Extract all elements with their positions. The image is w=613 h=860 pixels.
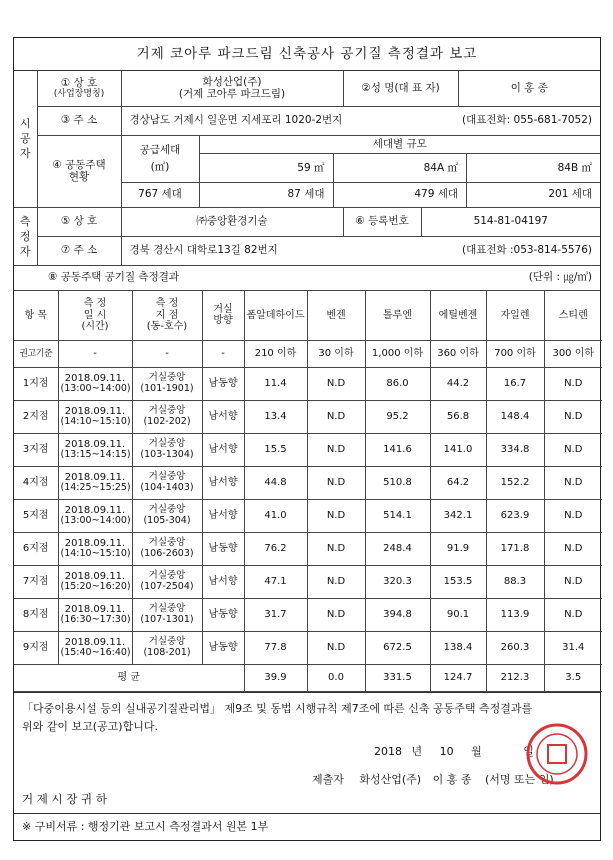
- point-cell: 4지점: [14, 467, 58, 500]
- column-header: 스티렌: [544, 291, 602, 341]
- datetime-cell: [58, 368, 132, 401]
- standard-cell: 210 이하: [244, 341, 307, 368]
- average-cell: 39.9: [244, 665, 307, 692]
- column-header: 거실 방향: [202, 291, 244, 341]
- value-cell: 76.2: [244, 533, 307, 566]
- location-cell: [132, 632, 202, 665]
- value-cell: N.D: [307, 434, 365, 467]
- standard-label: 권고기준: [14, 341, 58, 368]
- datetime-cell: [58, 533, 132, 566]
- size-59: 59 ㎡: [200, 154, 334, 182]
- location-unit: (104-1403): [140, 482, 194, 493]
- point-cell: 1지점: [14, 368, 58, 401]
- value-cell: 672.5: [365, 632, 430, 665]
- statement-line1: 「다중이용시설 등의 실내공기질관리법」 제9조 및 동법 시행규칙 제7조에 따른 신축 공동주택 측정결과를: [22, 702, 533, 715]
- value-cell: 47.1: [244, 566, 307, 599]
- addressee: 거 제 시 장 귀 하: [22, 792, 107, 806]
- company-label-cell: [37, 71, 121, 106]
- direction-cell: 남동향: [202, 368, 244, 401]
- value-cell: 86.0: [365, 368, 430, 401]
- point-cell: 8지점: [14, 599, 58, 632]
- location-cell: [132, 500, 202, 533]
- measure-date: 2018.09.11.: [64, 405, 126, 417]
- submitter-company: 화성산업(주): [359, 773, 422, 786]
- direction-cell: 남서향: [202, 566, 244, 599]
- applicant-group-text: 시 공 자: [19, 117, 31, 161]
- direction-cell: 남동향: [202, 533, 244, 566]
- rep-label: ②성 명(대 표 자): [343, 71, 458, 106]
- measurer-address-label: ⑦ 주 소: [37, 236, 121, 265]
- submitter-label: 제출자: [312, 773, 344, 786]
- size-subtable: [200, 136, 601, 182]
- value-cell: 342.1: [430, 500, 486, 533]
- location-name: 거실중앙: [148, 405, 186, 417]
- value-cell: 95.2: [365, 401, 430, 434]
- housing-label-text: ④ 공동주택 현황: [52, 158, 106, 183]
- measurer-group-label: [14, 207, 37, 265]
- value-cell: 141.0: [430, 434, 486, 467]
- value-cell: 334.8: [486, 434, 544, 467]
- reg-value: 514-81-04197: [421, 207, 600, 236]
- location-unit: (108-201): [143, 647, 191, 658]
- column-header: 폼알데하이드: [244, 291, 307, 341]
- measure-time: (14:10~15:10): [60, 416, 131, 428]
- supply-label: 공급세대: [139, 144, 181, 157]
- location-unit: (107-2504): [140, 581, 194, 592]
- datetime-cell: [58, 401, 132, 434]
- measure-date: 2018.09.11.: [64, 438, 126, 450]
- size-value-subtable: [200, 183, 601, 207]
- average-cell: 3.5: [544, 665, 602, 692]
- location-cell: [132, 467, 202, 500]
- measurer-address-phone: (대표전화 :053-814-5576): [461, 244, 593, 257]
- column-header: 항 목: [14, 291, 58, 341]
- column-header: 톨루엔: [365, 291, 430, 341]
- value-cell: 113.9: [486, 599, 544, 632]
- location-cell: [132, 401, 202, 434]
- date-line: [374, 743, 534, 759]
- location-cell: [132, 599, 202, 632]
- value-cell: N.D: [544, 434, 602, 467]
- reg-label: ⑥ 등록번호: [343, 207, 421, 236]
- value-cell: 44.8: [244, 467, 307, 500]
- size-value-59: 87 세대: [287, 188, 325, 201]
- average-cell: 0.0: [307, 665, 365, 692]
- point-cell: 7지점: [14, 566, 58, 599]
- value-cell: N.D: [544, 368, 602, 401]
- measure-date: 2018.09.11.: [64, 471, 126, 483]
- location-unit: (101-1901): [140, 383, 194, 394]
- value-cell: N.D: [307, 401, 365, 434]
- address-phone: (대표전화: 055-681-7052): [461, 114, 593, 127]
- report-form: [13, 37, 601, 841]
- location-cell: [132, 566, 202, 599]
- value-cell: N.D: [544, 533, 602, 566]
- measure-date: 2018.09.11.: [64, 570, 126, 582]
- size-header-cell: [199, 135, 600, 182]
- value-cell: N.D: [544, 500, 602, 533]
- measure-date: 2018.09.11.: [64, 372, 126, 384]
- header-row: [14, 291, 602, 341]
- standard-cell: -: [58, 341, 132, 368]
- standard-cell: 700 이하: [486, 341, 544, 368]
- size-84b: 84B ㎡: [467, 154, 601, 182]
- location-unit: (107-1301): [140, 614, 194, 625]
- table-row: [14, 533, 602, 566]
- location-unit: (105-304): [143, 515, 191, 526]
- value-cell: 138.4: [430, 632, 486, 665]
- measure-time: (15:40~16:40): [60, 647, 131, 659]
- date-day-label: 일: [523, 745, 534, 758]
- measure-time: (13:00~14:00): [60, 515, 131, 527]
- size-84a: 84A ㎡: [333, 154, 467, 182]
- standard-cell: -: [132, 341, 202, 368]
- value-cell: N.D: [544, 467, 602, 500]
- average-cell: 331.5: [365, 665, 430, 692]
- company-seal-icon: [524, 721, 590, 787]
- supply-unit: (㎡): [150, 160, 170, 173]
- location-cell: [132, 533, 202, 566]
- measurement-table-body: [14, 291, 602, 692]
- value-cell: 64.2: [430, 467, 486, 500]
- point-cell: 6지점: [14, 533, 58, 566]
- standard-row: [14, 341, 602, 368]
- table-row: [14, 401, 602, 434]
- value-cell: N.D: [307, 467, 365, 500]
- value-cell: 320.3: [365, 566, 430, 599]
- applicant-group-label: [14, 71, 37, 207]
- size-value-84a: 479 세대: [333, 183, 467, 207]
- value-cell: N.D: [307, 566, 365, 599]
- date-year: 2018: [374, 745, 402, 758]
- table-row: [14, 500, 602, 533]
- location-name: 거실중앙: [148, 570, 186, 582]
- value-cell: 394.8: [365, 599, 430, 632]
- measure-date: 2018.09.11.: [64, 537, 126, 549]
- direction-cell: 남서향: [202, 467, 244, 500]
- average-label: 평 균: [14, 665, 244, 692]
- company-sublabel: (사업장명칭): [53, 89, 105, 100]
- measure-date: 2018.09.11.: [64, 603, 126, 615]
- standard-cell: 300 이하: [544, 341, 602, 368]
- table-row: [14, 566, 602, 599]
- date-month: 10: [439, 745, 454, 758]
- measure-time: (14:25~15:25): [60, 482, 131, 494]
- point-cell: 3지점: [14, 434, 58, 467]
- seal-center: [548, 745, 566, 763]
- measurer-group-text: 측 정 자: [19, 214, 31, 258]
- value-cell: 77.8: [244, 632, 307, 665]
- column-header: 벤젠: [307, 291, 365, 341]
- datetime-cell: [58, 500, 132, 533]
- location-unit: (103-1304): [140, 449, 194, 460]
- company-value-cell: [121, 71, 343, 106]
- table-row: [14, 632, 602, 665]
- value-cell: 152.2: [486, 467, 544, 500]
- attachment-note: ※ 구비서류 : 행정기관 보고시 측정결과서 원본 1부: [14, 813, 600, 840]
- value-cell: 31.4: [544, 632, 602, 665]
- value-cell: N.D: [544, 566, 602, 599]
- value-cell: 141.6: [365, 434, 430, 467]
- table-row: [14, 467, 602, 500]
- location-cell: [132, 368, 202, 401]
- address-cell: [121, 106, 600, 135]
- column-header: 측 정 일 시 (시간): [58, 291, 132, 341]
- value-cell: 88.3: [486, 566, 544, 599]
- average-row: [14, 665, 602, 692]
- value-cell: N.D: [307, 533, 365, 566]
- value-cell: 13.4: [244, 401, 307, 434]
- measurer-address-cell: [121, 236, 600, 265]
- datetime-cell: [58, 599, 132, 632]
- table-row: [14, 599, 602, 632]
- measurement-table: [14, 291, 602, 693]
- value-cell: 15.5: [244, 434, 307, 467]
- value-cell: 91.9: [430, 533, 486, 566]
- direction-cell: 남동향: [202, 599, 244, 632]
- value-cell: 44.2: [430, 368, 486, 401]
- column-header: 자일렌: [486, 291, 544, 341]
- value-cell: 260.3: [486, 632, 544, 665]
- direction-cell: 남동향: [202, 632, 244, 665]
- measure-time: (15:20~16:20): [60, 581, 131, 593]
- info-table: [14, 71, 600, 291]
- submitter-name: 이 홍 종: [432, 773, 472, 786]
- value-cell: N.D: [307, 500, 365, 533]
- value-cell: N.D: [307, 632, 365, 665]
- standard-cell: 1,000 이하: [365, 341, 430, 368]
- date-year-label: 년: [411, 745, 423, 758]
- measure-time: (16:30~17:30): [60, 614, 131, 626]
- value-cell: 153.5: [430, 566, 486, 599]
- value-cell: 148.4: [486, 401, 544, 434]
- location-name: 거실중앙: [148, 372, 186, 384]
- location-name: 거실중앙: [148, 603, 186, 615]
- address-value: 경상남도 거제시 일운면 지세포리 1020-2번지: [129, 114, 343, 127]
- standard-cell: 360 이하: [430, 341, 486, 368]
- housing-label: [37, 135, 121, 207]
- datetime-cell: [58, 434, 132, 467]
- footer-block: [14, 692, 600, 813]
- column-header: 에틸벤젠: [430, 291, 486, 341]
- datetime-cell: [58, 632, 132, 665]
- measurer-company-value: ㈜중앙환경기술: [121, 207, 343, 236]
- sign-label: (서명 또는 인): [484, 773, 554, 786]
- value-cell: 510.8: [365, 467, 430, 500]
- value-cell: N.D: [307, 599, 365, 632]
- company-value2: (거제 코아루 파크드림): [178, 88, 286, 101]
- supply-value: 767 세대: [121, 182, 199, 207]
- results-section-header: [14, 265, 600, 290]
- location-unit: (106-2603): [140, 548, 194, 559]
- location-name: 거실중앙: [148, 438, 186, 450]
- value-cell: 171.8: [486, 533, 544, 566]
- measure-date: 2018.09.11.: [64, 504, 126, 516]
- location-name: 거실중앙: [148, 537, 186, 549]
- value-cell: 31.7: [244, 599, 307, 632]
- value-cell: N.D: [307, 368, 365, 401]
- location-unit: (102-202): [143, 416, 191, 427]
- value-cell: N.D: [544, 599, 602, 632]
- direction-cell: 남서향: [202, 401, 244, 434]
- address-label: ③ 주 소: [37, 106, 121, 135]
- location-name: 거실중앙: [148, 636, 186, 648]
- standard-cell: 30 이하: [307, 341, 365, 368]
- location-name: 거실중앙: [148, 471, 186, 483]
- seal-inner-ring: [537, 734, 577, 774]
- date-month-label: 월: [471, 745, 482, 758]
- company-value: 화성산업(주): [202, 76, 262, 89]
- direction-cell: 남서향: [202, 500, 244, 533]
- location-cell: [132, 434, 202, 467]
- results-unit-label: (단위 : ㎍/㎥): [528, 271, 593, 284]
- results-section-label: ⑧ 공동주택 공기질 측정결과: [48, 271, 179, 284]
- column-header: 측 정 지 점 (동-호수): [132, 291, 202, 341]
- value-cell: 11.4: [244, 368, 307, 401]
- measure-time: (13:15~14:15): [60, 449, 131, 461]
- value-cell: 56.8: [430, 401, 486, 434]
- location-name: 거실중앙: [148, 504, 186, 516]
- measure-time: (14:10~15:10): [60, 548, 131, 560]
- value-cell: 623.9: [486, 500, 544, 533]
- datetime-cell: [58, 467, 132, 500]
- rep-value: 이 홍 종: [458, 71, 600, 106]
- value-cell: 90.1: [430, 599, 486, 632]
- measure-time: (13:00~14:00): [60, 383, 131, 395]
- value-cell: 248.4: [365, 533, 430, 566]
- standard-cell: -: [202, 341, 244, 368]
- statement-line2: 위와 같이 보고(공고)합니다.: [22, 720, 158, 733]
- measure-date: 2018.09.11.: [64, 636, 126, 648]
- average-cell: 124.7: [430, 665, 486, 692]
- measurer-address-value: 경북 경산시 대학로13길 82번지: [129, 244, 278, 257]
- size-value-cell: [199, 182, 600, 207]
- datetime-cell: [58, 566, 132, 599]
- value-cell: N.D: [544, 401, 602, 434]
- point-cell: 2지점: [14, 401, 58, 434]
- company-label: ① 상 호: [60, 77, 98, 90]
- submitter-line: [312, 771, 554, 787]
- table-row: [14, 434, 602, 467]
- size-label: 세대별 규모: [200, 136, 601, 154]
- value-cell: 514.1: [365, 500, 430, 533]
- value-cell: 16.7: [486, 368, 544, 401]
- value-cell: 41.0: [244, 500, 307, 533]
- supply-label-cell: [121, 135, 199, 182]
- point-cell: 5지점: [14, 500, 58, 533]
- table-row: [14, 368, 602, 401]
- size-value-84b: 201 세대: [467, 183, 601, 207]
- direction-cell: 남서향: [202, 434, 244, 467]
- point-cell: 9지점: [14, 632, 58, 665]
- measurer-company-label: ⑤ 상 호: [37, 207, 121, 236]
- page-title: 거제 코아루 파크드림 신축공사 공기질 측정결과 보고: [14, 38, 600, 71]
- average-cell: 212.3: [486, 665, 544, 692]
